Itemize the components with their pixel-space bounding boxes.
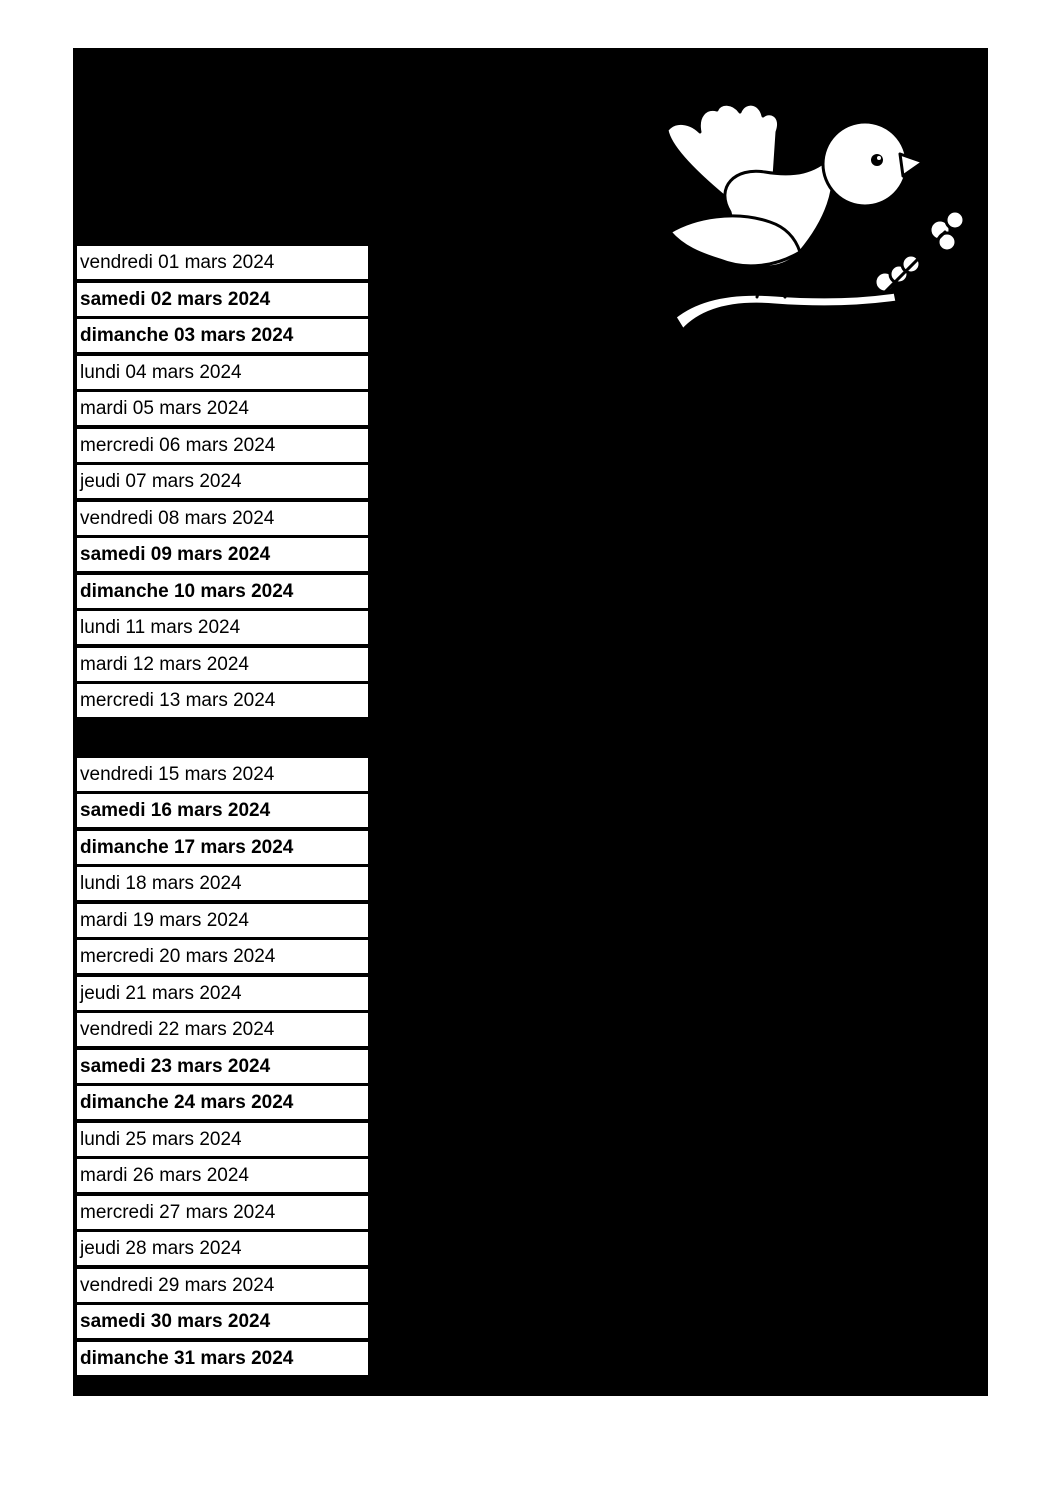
calendar-day-row: vendredi 08 mars 2024	[77, 502, 368, 535]
calendar-day-row: dimanche 31 mars 2024	[77, 1342, 368, 1375]
calendar-day-row: mardi 26 mars 2024	[77, 1159, 368, 1192]
calendar-day-row: jeudi 07 mars 2024	[77, 465, 368, 498]
calendar-day-row: jeudi 21 mars 2024	[77, 977, 368, 1010]
calendar-day-row: dimanche 03 mars 2024	[77, 319, 368, 352]
calendar-day-row: lundi 18 mars 2024	[77, 867, 368, 900]
calendar-day-row: vendredi 22 mars 2024	[77, 1013, 368, 1046]
calendar-day-row: samedi 16 mars 2024	[77, 794, 368, 827]
calendar-day-row: samedi 30 mars 2024	[77, 1305, 368, 1338]
calendar-day-row: lundi 11 mars 2024	[77, 611, 368, 644]
calendar-day-row: dimanche 10 mars 2024	[77, 575, 368, 608]
calendar-day-row: mercredi 27 mars 2024	[77, 1196, 368, 1229]
calendar-day-row: dimanche 24 mars 2024	[77, 1086, 368, 1119]
bird-on-branch-icon	[655, 92, 975, 337]
calendar-day-row: samedi 02 mars 2024	[77, 283, 368, 316]
calendar-day-row: mardi 05 mars 2024	[77, 392, 368, 425]
calendar-day-row: mardi 12 mars 2024	[77, 648, 368, 681]
calendar-day-row: lundi 04 mars 2024	[77, 356, 368, 389]
calendar-day-row: jeudi 28 mars 2024	[77, 1232, 368, 1265]
calendar-day-row: vendredi 29 mars 2024	[77, 1269, 368, 1302]
calendar-day-row: mercredi 06 mars 2024	[77, 429, 368, 462]
calendar-day-row: samedi 09 mars 2024	[77, 538, 368, 571]
calendar-day-row: mardi 19 mars 2024	[77, 904, 368, 937]
calendar-day-row: mercredi 20 mars 2024	[77, 940, 368, 973]
calendar-day-row: dimanche 17 mars 2024	[77, 831, 368, 864]
calendar-day-row: lundi 25 mars 2024	[77, 1123, 368, 1156]
calendar-day-row: vendredi 01 mars 2024	[77, 246, 368, 279]
calendar-day-row: samedi 23 mars 2024	[77, 1050, 368, 1083]
calendar-day-row: vendredi 15 mars 2024	[77, 758, 368, 791]
calendar-day-row: mercredi 13 mars 2024	[77, 684, 368, 717]
